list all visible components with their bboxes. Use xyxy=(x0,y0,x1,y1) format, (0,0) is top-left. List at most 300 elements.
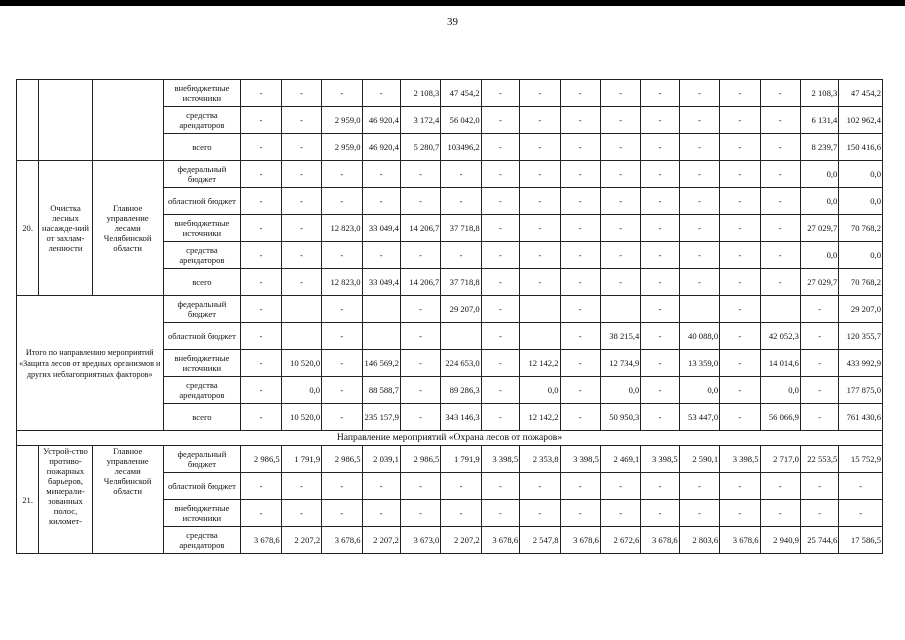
value-cell: - xyxy=(241,134,281,161)
value-cell: 0,0 xyxy=(600,377,640,404)
value-cell: 3 398,5 xyxy=(641,446,679,473)
value-cell: 146 569,2 xyxy=(362,350,400,377)
value-cell: - xyxy=(641,404,679,431)
value-cell: 12 142,2 xyxy=(520,350,560,377)
value-cell: - xyxy=(600,107,640,134)
value-cell: - xyxy=(520,473,560,500)
value-cell: 0,0 xyxy=(679,377,719,404)
value-cell: - xyxy=(560,323,600,350)
value-cell: - xyxy=(679,161,719,188)
value-cell: - xyxy=(720,107,760,134)
value-cell xyxy=(520,296,560,323)
value-cell: - xyxy=(322,350,362,377)
value-cell: - xyxy=(800,323,838,350)
value-cell: 2 207,2 xyxy=(362,527,400,554)
value-cell: - xyxy=(720,296,760,323)
value-cell: - xyxy=(560,107,600,134)
value-cell: 22 553,5 xyxy=(800,446,838,473)
value-cell: 3 678,6 xyxy=(241,527,281,554)
value-cell: - xyxy=(322,323,362,350)
value-cell: 3 678,6 xyxy=(720,527,760,554)
value-cell: - xyxy=(560,269,600,296)
executor-name: Главное управление лесами Челябинской области xyxy=(92,446,163,554)
table-row xyxy=(17,161,883,188)
funding-source: внебюджетные источники xyxy=(163,500,241,527)
value-cell: 0,0 xyxy=(760,377,800,404)
value-cell: - xyxy=(760,215,800,242)
value-cell: - xyxy=(481,242,519,269)
value-cell: 2 717,0 xyxy=(760,446,800,473)
value-cell: - xyxy=(760,242,800,269)
budget-table xyxy=(16,79,883,554)
value-cell: - xyxy=(800,377,838,404)
value-cell: - xyxy=(400,377,440,404)
value-cell: 10 520,0 xyxy=(281,404,321,431)
value-cell: 2 207,2 xyxy=(441,527,481,554)
executor-name: Главное управление лесами Челябинской области xyxy=(92,161,163,296)
value-cell: 25 744,6 xyxy=(800,527,838,554)
value-cell: - xyxy=(600,473,640,500)
value-cell: 2 803,6 xyxy=(679,527,719,554)
item-number: 20. xyxy=(17,161,39,296)
value-cell: - xyxy=(520,188,560,215)
value-cell: - xyxy=(600,242,640,269)
value-cell: - xyxy=(600,134,640,161)
value-cell: 2 959,0 xyxy=(322,107,362,134)
measure-name: Устрой-ство противо-пожарных барьеров, минерали-зованных полос, километ- xyxy=(39,446,93,554)
value-cell: - xyxy=(560,296,600,323)
value-cell: - xyxy=(800,296,838,323)
value-cell: 6 131,4 xyxy=(800,107,838,134)
value-cell: - xyxy=(362,500,400,527)
value-cell xyxy=(600,296,640,323)
value-cell xyxy=(362,296,400,323)
value-cell: - xyxy=(600,215,640,242)
value-cell: - xyxy=(560,242,600,269)
value-cell: - xyxy=(281,80,321,107)
value-cell: 2 959,0 xyxy=(322,134,362,161)
value-cell: - xyxy=(600,80,640,107)
value-cell: - xyxy=(241,242,281,269)
value-cell: 2 940,9 xyxy=(760,527,800,554)
value-cell: - xyxy=(362,188,400,215)
value-cell: 38 215,4 xyxy=(600,323,640,350)
value-cell: - xyxy=(600,161,640,188)
section-header-cell: Направление мероприятий «Охрана лесов от пожаров» xyxy=(17,431,883,446)
value-cell: - xyxy=(679,107,719,134)
value-cell: 3 398,5 xyxy=(720,446,760,473)
value-cell: - xyxy=(400,242,440,269)
value-cell: - xyxy=(281,215,321,242)
value-cell: - xyxy=(520,215,560,242)
table-row xyxy=(17,446,883,473)
value-cell: 10 520,0 xyxy=(281,350,321,377)
value-cell: - xyxy=(720,134,760,161)
value-cell: - xyxy=(241,80,281,107)
value-cell: - xyxy=(641,500,679,527)
value-cell: 3 678,6 xyxy=(560,527,600,554)
value-cell: - xyxy=(441,188,481,215)
funding-source: средства арендаторов xyxy=(163,527,241,554)
value-cell: 14 206,7 xyxy=(400,215,440,242)
value-cell: - xyxy=(400,500,440,527)
value-cell: - xyxy=(362,473,400,500)
value-cell: 0,0 xyxy=(800,188,838,215)
number-cell-empty xyxy=(17,80,39,161)
funding-source: средства арендаторов xyxy=(163,107,241,134)
value-cell: 2 986,5 xyxy=(322,446,362,473)
value-cell: 14 206,7 xyxy=(400,269,440,296)
item-number: 21. xyxy=(17,446,39,554)
value-cell: 1 791,9 xyxy=(281,446,321,473)
value-cell: - xyxy=(760,161,800,188)
value-cell: - xyxy=(600,269,640,296)
measure-name-cell-empty xyxy=(39,80,93,161)
funding-source: всего xyxy=(163,404,241,431)
value-cell: - xyxy=(520,161,560,188)
value-cell: 2 547,8 xyxy=(520,527,560,554)
value-cell: - xyxy=(760,107,800,134)
value-cell: 27 029,7 xyxy=(800,215,838,242)
value-cell xyxy=(520,323,560,350)
value-cell: - xyxy=(800,350,838,377)
value-cell: 29 207,0 xyxy=(441,296,481,323)
value-cell: 15 752,9 xyxy=(839,446,883,473)
value-cell: 3 678,6 xyxy=(322,527,362,554)
value-cell: - xyxy=(322,473,362,500)
value-cell: - xyxy=(600,188,640,215)
funding-source: средства арендаторов xyxy=(163,242,241,269)
value-cell: - xyxy=(720,404,760,431)
value-cell: - xyxy=(362,80,400,107)
value-cell: 12 823,0 xyxy=(322,269,362,296)
value-cell: - xyxy=(641,107,679,134)
value-cell: 46 920,4 xyxy=(362,134,400,161)
value-cell: 2 108,3 xyxy=(400,80,440,107)
value-cell: 37 718,8 xyxy=(441,269,481,296)
value-cell: 46 920,4 xyxy=(362,107,400,134)
value-cell: - xyxy=(641,473,679,500)
value-cell: 0,0 xyxy=(520,377,560,404)
table-row xyxy=(17,80,883,107)
value-cell: - xyxy=(481,296,519,323)
value-cell xyxy=(679,296,719,323)
value-cell: - xyxy=(400,473,440,500)
value-cell: - xyxy=(679,188,719,215)
value-cell: 13 359,0 xyxy=(679,350,719,377)
value-cell: - xyxy=(800,500,838,527)
value-cell: 0,0 xyxy=(800,242,838,269)
value-cell: 343 146,3 xyxy=(441,404,481,431)
value-cell: - xyxy=(281,473,321,500)
value-cell: 2 207,2 xyxy=(281,527,321,554)
value-cell xyxy=(362,323,400,350)
value-cell: - xyxy=(281,107,321,134)
value-cell: - xyxy=(720,161,760,188)
value-cell: - xyxy=(241,323,281,350)
funding-source: средства арендаторов xyxy=(163,377,241,404)
value-cell: - xyxy=(641,242,679,269)
value-cell: 2 469,1 xyxy=(600,446,640,473)
value-cell: 0,0 xyxy=(839,161,883,188)
value-cell: - xyxy=(241,404,281,431)
value-cell xyxy=(281,323,321,350)
value-cell: - xyxy=(679,215,719,242)
value-cell: 0,0 xyxy=(281,377,321,404)
funding-source: областной бюджет xyxy=(163,473,241,500)
value-cell: 53 447,0 xyxy=(679,404,719,431)
value-cell: - xyxy=(760,134,800,161)
funding-source: федеральный бюджет xyxy=(163,446,241,473)
value-cell: - xyxy=(322,500,362,527)
funding-source: всего xyxy=(163,134,241,161)
value-cell: - xyxy=(720,80,760,107)
value-cell: - xyxy=(560,350,600,377)
value-cell: - xyxy=(520,134,560,161)
table-row xyxy=(17,296,883,323)
funding-source: всего xyxy=(163,269,241,296)
value-cell: - xyxy=(520,269,560,296)
value-cell: - xyxy=(322,188,362,215)
value-cell: - xyxy=(281,242,321,269)
value-cell: - xyxy=(281,188,321,215)
value-cell: - xyxy=(560,215,600,242)
funding-source: федеральный бюджет xyxy=(163,161,241,188)
value-cell: 433 992,9 xyxy=(839,350,883,377)
value-cell: 88 588,7 xyxy=(362,377,400,404)
value-cell: - xyxy=(281,500,321,527)
value-cell xyxy=(760,296,800,323)
value-cell: - xyxy=(679,134,719,161)
value-cell: 224 653,0 xyxy=(441,350,481,377)
value-cell xyxy=(441,323,481,350)
value-cell: - xyxy=(400,188,440,215)
value-cell: - xyxy=(322,404,362,431)
value-cell: - xyxy=(560,377,600,404)
value-cell: - xyxy=(720,323,760,350)
value-cell: 12 823,0 xyxy=(322,215,362,242)
value-cell: - xyxy=(481,134,519,161)
value-cell: 3 678,6 xyxy=(481,527,519,554)
funding-source: федеральный бюджет xyxy=(163,296,241,323)
value-cell: - xyxy=(560,80,600,107)
value-cell: 3 172,4 xyxy=(400,107,440,134)
value-cell: - xyxy=(679,80,719,107)
value-cell: - xyxy=(560,188,600,215)
value-cell: - xyxy=(481,473,519,500)
value-cell: - xyxy=(362,161,400,188)
value-cell: 102 962,4 xyxy=(839,107,883,134)
value-cell: - xyxy=(560,134,600,161)
value-cell: - xyxy=(679,242,719,269)
value-cell: - xyxy=(400,161,440,188)
value-cell: - xyxy=(560,500,600,527)
summary-label: Итого по направлению мероприятий «Защита лесов от вредных организмов и других неблагоприятных факторов» xyxy=(17,296,164,431)
value-cell: - xyxy=(241,350,281,377)
value-cell: 42 052,3 xyxy=(760,323,800,350)
value-cell: - xyxy=(760,500,800,527)
value-cell: 761 430,6 xyxy=(839,404,883,431)
value-cell: 29 207,0 xyxy=(839,296,883,323)
value-cell: 2 353,8 xyxy=(520,446,560,473)
value-cell: - xyxy=(281,161,321,188)
value-cell: - xyxy=(241,500,281,527)
value-cell: 27 029,7 xyxy=(800,269,838,296)
value-cell: 33 049,4 xyxy=(362,269,400,296)
value-cell: - xyxy=(481,188,519,215)
value-cell: 12 734,9 xyxy=(600,350,640,377)
value-cell: - xyxy=(481,107,519,134)
value-cell: 103496,2 xyxy=(441,134,481,161)
value-cell: - xyxy=(481,215,519,242)
value-cell: 0,0 xyxy=(800,161,838,188)
value-cell xyxy=(281,296,321,323)
value-cell: 5 280,7 xyxy=(400,134,440,161)
value-cell: - xyxy=(720,215,760,242)
value-cell: - xyxy=(760,473,800,500)
value-cell: - xyxy=(400,350,440,377)
value-cell: - xyxy=(322,377,362,404)
value-cell: - xyxy=(560,473,600,500)
value-cell: - xyxy=(839,500,883,527)
value-cell: - xyxy=(481,323,519,350)
value-cell: - xyxy=(481,269,519,296)
value-cell: - xyxy=(760,269,800,296)
value-cell: - xyxy=(481,80,519,107)
value-cell: 40 088,0 xyxy=(679,323,719,350)
value-cell: - xyxy=(241,161,281,188)
value-cell: 3 673,0 xyxy=(400,527,440,554)
value-cell: - xyxy=(520,242,560,269)
value-cell: - xyxy=(839,473,883,500)
value-cell: - xyxy=(322,161,362,188)
top-border-bar xyxy=(0,0,905,6)
value-cell: 3 398,5 xyxy=(481,446,519,473)
value-cell: - xyxy=(641,134,679,161)
value-cell: - xyxy=(241,188,281,215)
value-cell: - xyxy=(281,134,321,161)
value-cell: - xyxy=(481,350,519,377)
value-cell: 50 950,3 xyxy=(600,404,640,431)
value-cell: - xyxy=(720,188,760,215)
value-cell: - xyxy=(679,269,719,296)
value-cell: - xyxy=(641,161,679,188)
value-cell: - xyxy=(520,107,560,134)
funding-source: областной бюджет xyxy=(163,188,241,215)
value-cell: 235 157,9 xyxy=(362,404,400,431)
value-cell: 56 042,0 xyxy=(441,107,481,134)
value-cell: - xyxy=(641,188,679,215)
value-cell: - xyxy=(641,215,679,242)
value-cell: - xyxy=(241,215,281,242)
value-cell: - xyxy=(322,80,362,107)
value-cell: 37 718,8 xyxy=(441,215,481,242)
value-cell: - xyxy=(720,269,760,296)
value-cell: 8 239,7 xyxy=(800,134,838,161)
value-cell: - xyxy=(400,296,440,323)
value-cell: - xyxy=(560,161,600,188)
value-cell: - xyxy=(800,473,838,500)
value-cell: - xyxy=(322,296,362,323)
value-cell: - xyxy=(400,323,440,350)
executor-cell-empty xyxy=(92,80,163,161)
value-cell: - xyxy=(720,500,760,527)
value-cell: 70 768,2 xyxy=(839,269,883,296)
value-cell: - xyxy=(760,188,800,215)
value-cell: - xyxy=(481,161,519,188)
value-cell: - xyxy=(641,377,679,404)
value-cell: - xyxy=(362,242,400,269)
value-cell: - xyxy=(441,161,481,188)
measure-name: Очистка лесных насажде-ний от захлам-ленности xyxy=(39,161,93,296)
value-cell: - xyxy=(241,377,281,404)
value-cell: 0,0 xyxy=(839,188,883,215)
value-cell: 150 416,6 xyxy=(839,134,883,161)
value-cell: 89 286,3 xyxy=(441,377,481,404)
value-cell: 2 590,1 xyxy=(679,446,719,473)
value-cell: - xyxy=(322,242,362,269)
value-cell: 120 355,7 xyxy=(839,323,883,350)
value-cell: 12 142,2 xyxy=(520,404,560,431)
value-cell: - xyxy=(720,350,760,377)
value-cell: - xyxy=(641,296,679,323)
value-cell: 3 678,6 xyxy=(641,527,679,554)
value-cell: - xyxy=(281,269,321,296)
value-cell: 3 398,5 xyxy=(560,446,600,473)
value-cell: - xyxy=(481,500,519,527)
value-cell: - xyxy=(241,269,281,296)
funding-source: внебюджетные источники xyxy=(163,350,241,377)
value-cell: 177 875,0 xyxy=(839,377,883,404)
page-number: 39 xyxy=(447,16,458,28)
value-cell: 2 108,3 xyxy=(800,80,838,107)
value-cell: - xyxy=(560,404,600,431)
value-cell: - xyxy=(679,473,719,500)
value-cell: - xyxy=(241,296,281,323)
funding-source: внебюджетные источники xyxy=(163,215,241,242)
value-cell: - xyxy=(441,473,481,500)
value-cell: - xyxy=(600,500,640,527)
value-cell: 2 039,1 xyxy=(362,446,400,473)
value-cell: 2 986,5 xyxy=(241,446,281,473)
value-cell: 2 986,5 xyxy=(400,446,440,473)
value-cell: - xyxy=(720,377,760,404)
value-cell: - xyxy=(760,80,800,107)
value-cell: 56 066,9 xyxy=(760,404,800,431)
value-cell: - xyxy=(241,107,281,134)
value-cell: 70 768,2 xyxy=(839,215,883,242)
value-cell: - xyxy=(481,377,519,404)
funding-source: внебюджетные источники xyxy=(163,80,241,107)
value-cell: - xyxy=(481,404,519,431)
section-header-row xyxy=(17,431,883,446)
value-cell: - xyxy=(520,500,560,527)
value-cell: - xyxy=(641,350,679,377)
funding-source: областной бюджет xyxy=(163,323,241,350)
value-cell: - xyxy=(520,80,560,107)
value-cell: - xyxy=(720,242,760,269)
value-cell: - xyxy=(441,242,481,269)
value-cell: 0,0 xyxy=(839,242,883,269)
value-cell: 14 014,6 xyxy=(760,350,800,377)
value-cell: 1 791,9 xyxy=(441,446,481,473)
value-cell: 2 672,6 xyxy=(600,527,640,554)
value-cell: 47 454,2 xyxy=(839,80,883,107)
value-cell: - xyxy=(241,473,281,500)
value-cell: - xyxy=(641,80,679,107)
value-cell: 17 586,5 xyxy=(839,527,883,554)
value-cell: 47 454,2 xyxy=(441,80,481,107)
